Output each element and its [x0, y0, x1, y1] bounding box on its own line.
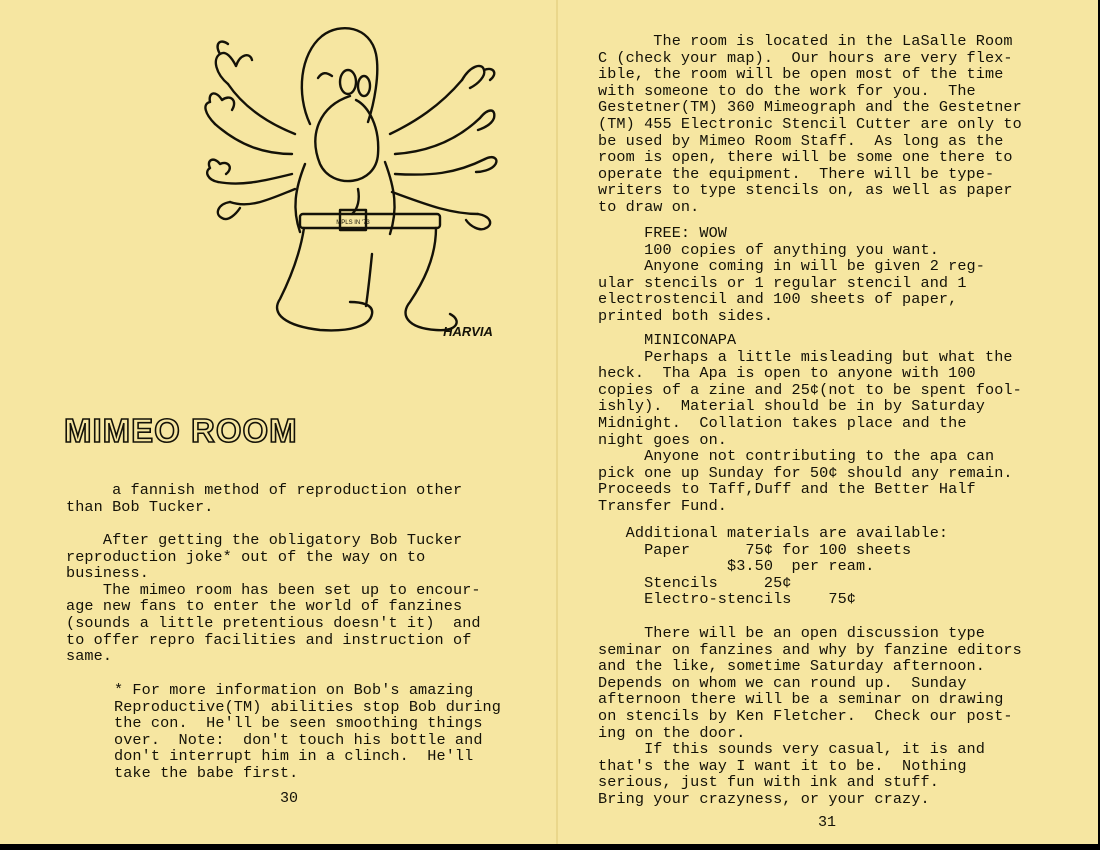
- cartoon-illustration: [200, 14, 500, 354]
- bottom-edge: [0, 844, 1100, 850]
- seminar-section: There will be an open discussion type seminar on fanzines and why by fanzine editors and the like, sometime Saturday afternoon. Depends on whom we can round up. Sunday afternoon there will be a seminar on drawing on stencils by Ken Fletcher. Check our post- ing on the door. If this sounds very casual, it is and that's the way I want it to be. Nothing serious, just fun with ink and stuff. Bring your crazyness, or your crazy.: [598, 624, 1022, 808]
- free-section: FREE: WOW 100 copies of anything you want. Anyone coming in will be given 2 reg- ular stencils or 1 regular stencil and 1 electrostencil and 100 sheets of paper, printed both sides.: [598, 224, 985, 325]
- body-text: After getting the obligatory Bob Tucker reproduction joke* out of the way on to business. The mimeo room has been set up to encour- age new fans to enter the world of fanzines (sounds a little pretentious doesn't it) and to offer repro facilities and instruction of same.: [66, 531, 481, 666]
- right-page: [560, 0, 1100, 850]
- page-number-right: 31: [818, 814, 837, 831]
- center-fold: [556, 0, 558, 850]
- heading-text: MIMEO ROOM: [64, 412, 298, 449]
- footnote-text: * For more information on Bob's amazing Reproductive(TM) abilities stop Bob during the con. He'll be seen smoothing things over. Note: don't touch his bottle and don't interrupt him in a clinch. He'll take the babe first.: [114, 681, 501, 782]
- miniconapa-section: MINICONAPA Perhaps a little misleading but what the heck. Tha Apa is open to anyone with 100 copies of a zine and 25¢(not to be spent fool- ishly). Material should be in by Saturday Midnight. Collation takes place and the night goes on. Anyone not contributing to the apa can pick one up Sunday for 50¢ should any remain. Proceeds to Taff,Duff and the Better Half Transfer Fund.: [598, 331, 1022, 515]
- materials-section: Additional materials are available: Paper 75¢ for 100 sheets $3.50 per ream. Stencils 25¢ Electro-stencils 75¢: [625, 524, 949, 609]
- belt-buckle-text: MPLS IN '73: [336, 220, 370, 226]
- page-heading: [64, 410, 304, 450]
- page-number-left: 30: [280, 790, 299, 807]
- intro-text: a fannish method of reproduction other than Bob Tucker.: [66, 481, 463, 516]
- location-hours-text: The room is located in the LaSalle Room C (check your map). Our hours are very flex- ible, the room will be open most of the time with someone to do the work for you. The Gestetner(TM) 360 Mimeograph and the Gestetner (TM) 455 Electronic Stencil Cutter are only to be used by Mimeo Room Staff. As long as the room is open, there will be some one there to operate the equipment. There will be type- writers to type stencils on, as well as paper to draw on.: [598, 32, 1022, 216]
- artist-signature: HARVIA: [443, 324, 493, 339]
